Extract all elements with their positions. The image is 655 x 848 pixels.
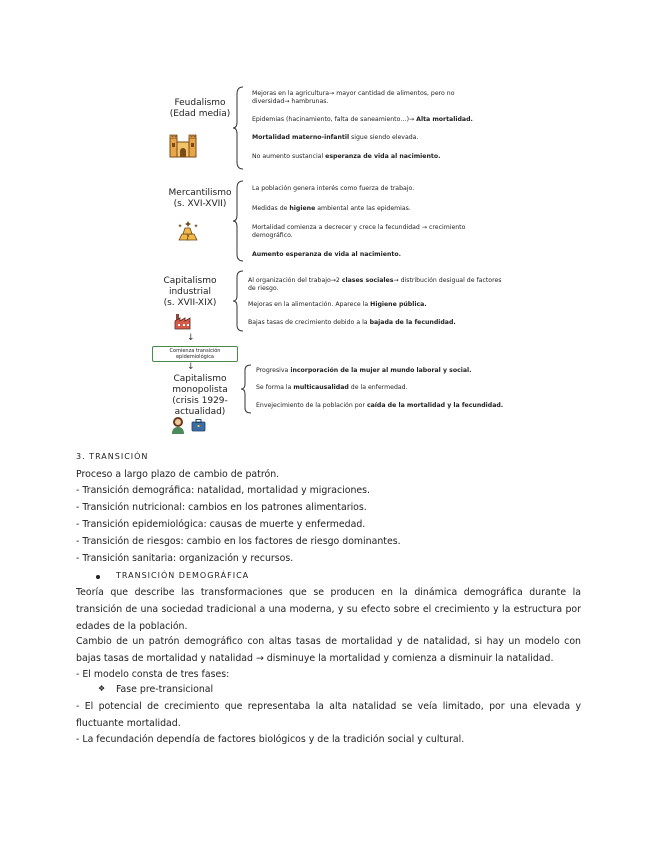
era-period: (crisis 1929-actualidad) — [172, 396, 228, 417]
mercantilismo-point-1: La población genera interés como fuerza de trabajo. — [252, 185, 415, 192]
list-item: - Transición nutricional: cambios en los patrones alimentarios. — [76, 502, 367, 513]
capitalismo-monopolista-point-2: Se forma la multicausalidad de la enfermedad. — [256, 384, 408, 391]
bullet-icon — [96, 575, 100, 579]
brace-capitalismo-monopolista — [240, 364, 252, 414]
era-period: (Edad media) — [169, 109, 231, 119]
era-period: (s. XVII-XIX) — [163, 298, 217, 308]
list-item: - Transición de riesgos: cambio en los factores de riesgo dominantes. — [76, 536, 401, 547]
era-capitalismo-monopolista — [160, 374, 240, 418]
paragraph-1: Teoría que describe las transformaciones que se producen en la dinámica demográfica durante la transición de una sociedad tradicional a una moderna, y su efecto sobre el crecimiento y la estructura por edades de la población. — [76, 587, 581, 632]
brace-feudalismo — [232, 86, 244, 170]
feudalismo-point-2: Epidemias (hacinamiento, falta de saneamiento…)→ Alta mortalidad. — [252, 116, 473, 123]
era-name: Capitalismo industrial — [163, 276, 217, 297]
diamond-bullet-icon: ❖ — [98, 684, 106, 693]
castle-icon — [168, 130, 198, 158]
feudalismo-point-3: Mortalidad materno-infantil sigue siendo elevada. — [252, 134, 419, 141]
section-heading: 3. TRANSICIÓN — [76, 452, 149, 461]
paragraph-3: - El potencial de crecimiento que representaba la alta natalidad se veía limitado, por una elevada y fluctuante mortalidad. — [76, 701, 581, 729]
era-name: Mercantilismo — [168, 188, 232, 198]
arrow-down-icon: ↓ — [187, 333, 195, 343]
era-period: (s. XVI-XVII) — [173, 199, 227, 209]
capitalismo-monopolista-point-3: Envejecimiento de la población por caída de la mortalidad y la fecundidad. — [256, 402, 504, 409]
mercantilismo-point-2: Medidas de higiene ambiental ante las epidemias. — [252, 205, 411, 212]
list-item: - Transición epidemiológica: causas de muerte y enfermedad. — [76, 519, 366, 530]
capitalismo-industrial-point-1: Al organización del trabajo→2 clases sociales→ distribución desigual de factores de riesgo. — [248, 277, 502, 292]
paragraph-2: Cambio de un patrón demográfico con altas tasas de mortalidad y de natalidad, si hay un modelo con bajas tasas de mortalidad y natalidad → disminuye la mortalidad y comienza a disminuir la natalidad. — [76, 636, 581, 664]
mercantilismo-point-4: Aumento esperanza de vida al nacimiento. — [252, 251, 401, 258]
paragraph-4: - La fecundación dependía de factores biológicos y de la tradición social y cultural. — [76, 734, 465, 745]
phase-1: Fase pre-transicional — [116, 684, 214, 695]
feudalismo-point-1: Mejoras en la agricultura→ mayor cantidad de alimentos, pero no diversidad→ hambrunas. — [252, 90, 455, 105]
feudalismo-point-4: No aumento sustancial esperanza de vida al nacimiento. — [252, 153, 441, 160]
woman-icon — [170, 416, 186, 434]
mercantilismo-point-3: Mortalidad comienza a decrecer y crece la fecundidad → crecimiento demográfico. — [252, 224, 466, 239]
capitalismo-monopolista-point-1: Progresiva incorporación de la mujer al mundo laboral y social. — [256, 367, 472, 374]
list-item: - Transición demográfica: natalidad, mortalidad y migraciones. — [76, 485, 371, 496]
section-intro: Proceso a largo plazo de cambio de patrón. — [76, 469, 280, 480]
phases-intro: - El modelo consta de tres fases: — [76, 669, 230, 680]
capitalismo-industrial-point-2: Mejoras en la alimentación. Aparece la Higiene pública. — [248, 301, 427, 308]
briefcase-icon — [191, 418, 206, 432]
era-name: Capitalismo monopolista — [172, 374, 228, 395]
brace-mercantilismo — [232, 180, 244, 262]
capitalismo-industrial-point-3: Bajas tasas de crecimiento debido a la bajada de la fecundidad. — [248, 319, 456, 326]
era-capitalismo-industrial — [150, 276, 230, 309]
transition-list — [76, 482, 581, 567]
factory-icon — [174, 312, 194, 330]
arrow-down-icon: ↓ — [187, 362, 195, 372]
gold-bars-icon — [176, 220, 200, 242]
brace-capitalismo-industrial — [232, 270, 244, 332]
list-item: - Transición sanitaria: organización y recursos. — [76, 553, 294, 564]
era-name: Feudalismo — [174, 98, 226, 108]
transition-box: Comienza transición epidemiológica — [152, 346, 238, 362]
sub-heading: TRANSICIÓN DEMOGRÁFICA — [116, 571, 250, 580]
